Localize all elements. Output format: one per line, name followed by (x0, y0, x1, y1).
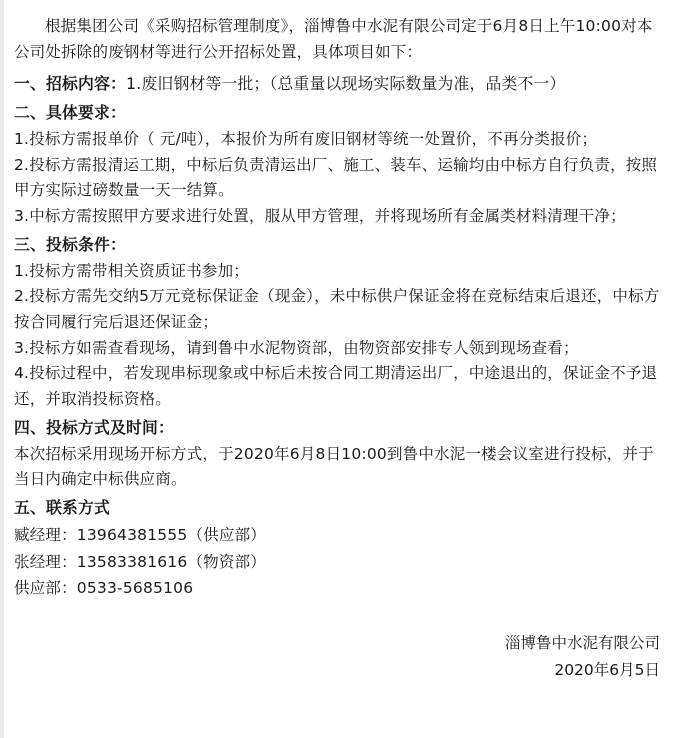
section-heading (14, 71, 666, 98)
section-requirements (14, 100, 666, 230)
requirement-item-3: 3.中标方需按照甲方要求进行处置，服从甲方管理，并将现场所有金属类材料清理干净； (14, 206, 626, 225)
section-heading (14, 495, 666, 522)
section-heading (14, 232, 666, 259)
section-heading-text: 一、招标内容： (14, 74, 126, 94)
left-margin-rule (0, 0, 4, 738)
condition-item-2: 2.投标方需先交纳5万元竞标保证金（现金），未中标供户保证金将在竞标结束后退还，中标方按合同履行完后退还保证金； (14, 287, 660, 331)
signature-company: 淄博鲁中水泥有限公司 (504, 633, 660, 652)
signature-block (14, 630, 666, 684)
intro-paragraph: 根据集团公司《采购招标管理制度》，淄博鲁中水泥有限公司定于6月8日上午10:00对本公司处拆除的废钢材等进行公开招标处置，具体项目如下： (14, 17, 653, 61)
section-heading-text: 二、具体要求： (14, 102, 126, 122)
bid-method-paragraph: 本次招标采用现场开标方式，于2020年6月8日10:00到鲁中水泥一楼会议室进行投标，并于当日内确定中标供应商。 (14, 444, 654, 489)
section-heading-text: 三、投标条件： (14, 234, 126, 254)
contact-zang: 臧经理：13964381555（供应部） (14, 525, 266, 544)
signature-date: 2020年6月5日 (554, 661, 660, 680)
section-heading (14, 100, 666, 127)
contact-supply-dept: 供应部：0533-5685106 (14, 579, 194, 598)
requirement-item-1: 1.投标方需报单价（ 元/吨），本报价为所有废旧钢材等统一处置价，不再分类报价； (14, 129, 598, 148)
section-heading (14, 415, 666, 442)
section-contact (14, 495, 666, 602)
section-bid-method-time (14, 415, 666, 493)
condition-item-4: 4.投标过程中，若发现串标现象或中标后未按合同工期清运出厂，中途退出的，保证金不予退还，并取消投标资格。 (14, 364, 658, 409)
section-bid-content (14, 71, 666, 98)
condition-item-1: 1.投标方需带相关资质证书参加； (14, 261, 249, 280)
section-heading-text: 四、投标方式及时间： (14, 417, 174, 437)
section-inline-text: 1.废旧钢材等一批；（总重量以现场实际数量为准，品类不一） (125, 74, 566, 94)
section-bid-conditions (14, 232, 666, 413)
section-heading-text: 五、联系方式 (14, 498, 110, 518)
condition-item-3: 3.投标方如需查看现场，请到鲁中水泥物资部，由物资部安排专人领到现场查看； (14, 338, 579, 357)
requirement-item-2: 2.投标方需报清运工期，中标后负责清运出厂、施工、装车、运输均由中标方自行负责，按照甲方实际过磅数量一天一结算。 (14, 155, 658, 200)
contact-zhang: 张经理：13583381616（物资部） (14, 552, 266, 571)
